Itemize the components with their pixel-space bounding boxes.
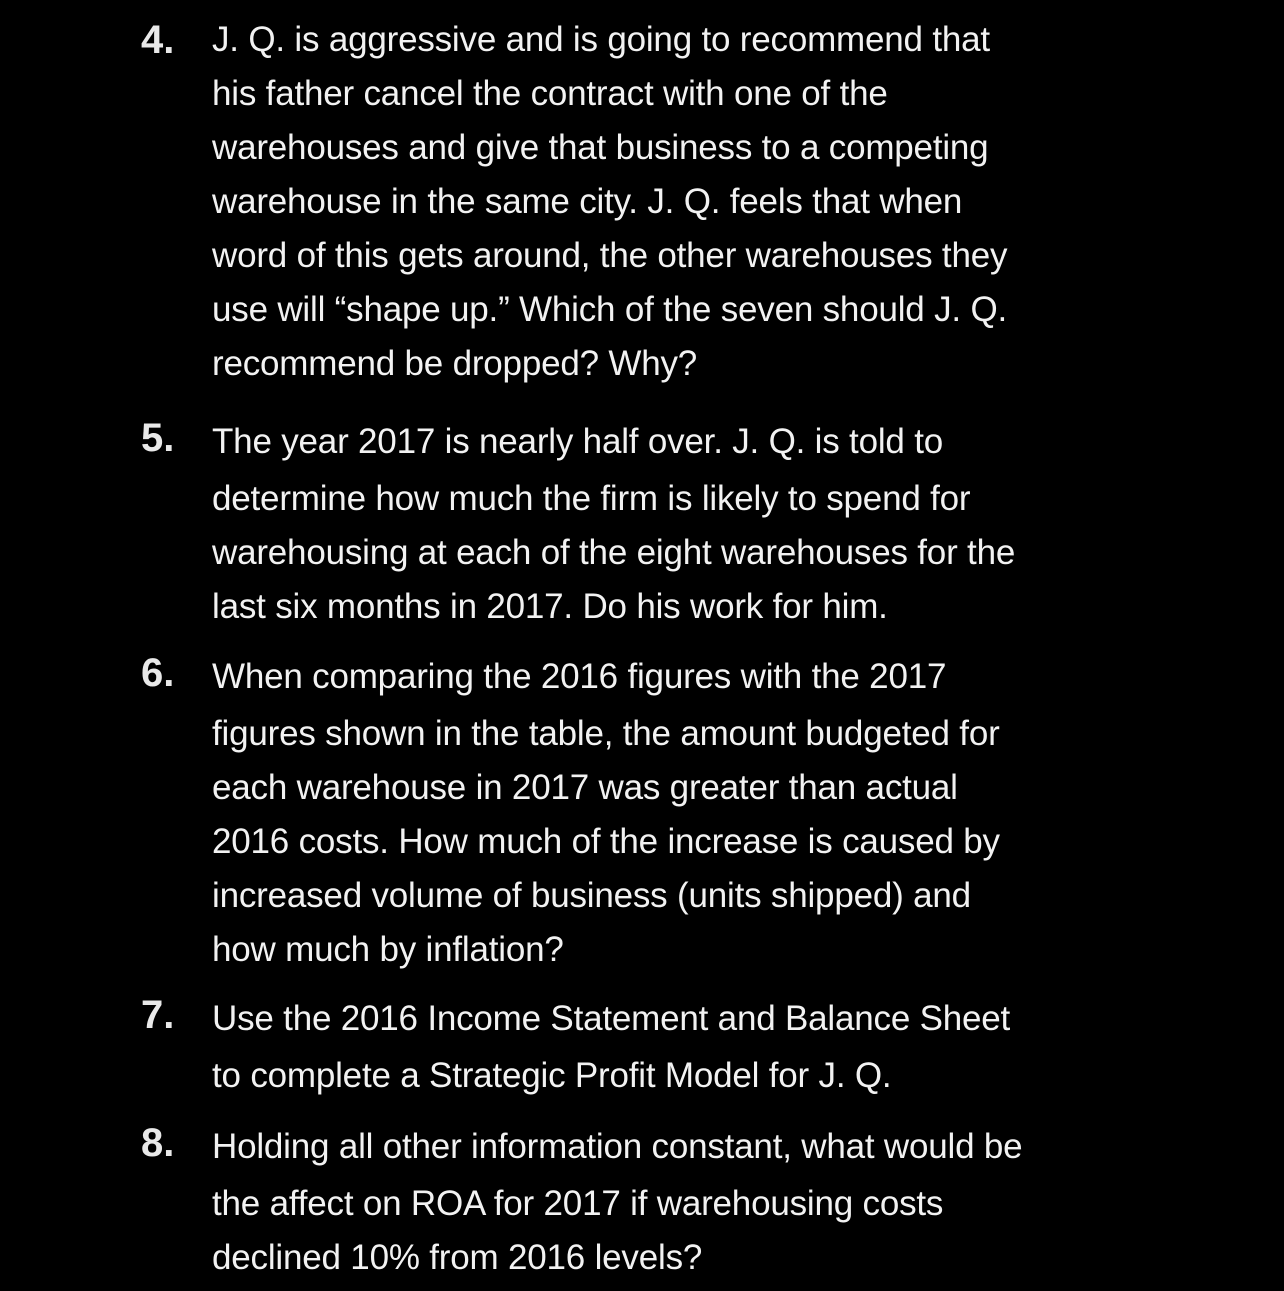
question-line: to complete a Strategic Profit Model for J. Q. [212,1056,892,1095]
question-line: J. Q. is aggressive and is going to recommend that [212,20,990,59]
question-line: declined 10% from 2016 levels? [212,1238,703,1277]
question-line: Holding all other information constant, what would be [212,1127,1023,1166]
question-line: The year 2017 is nearly half over. J. Q. is told to [212,422,944,461]
question-text [212,988,1222,1103]
question-line: warehouse in the same city. J. Q. feels that when [212,182,963,221]
question-number: 5. [141,416,175,460]
question-number: 4. [141,18,175,62]
question-text [212,646,1222,977]
question-line: warehouses and give that business to a competing [212,128,989,167]
question-line: determine how much the firm is likely to spend for [212,479,971,518]
question-line: warehousing at each of the eight warehouses for the [212,533,1016,572]
question-line: each warehouse in 2017 was greater than actual [212,768,958,807]
question-line: figures shown in the table, the amount budgeted for [212,714,1000,753]
question-line: Use the 2016 Income Statement and Balance Sheet [212,999,1011,1038]
question-line: word of this gets around, the other warehouses they [212,236,1008,275]
question-number: 7. [141,993,175,1037]
question-text [212,1116,1222,1285]
question-number: 8. [141,1121,175,1165]
question-line: recommend be dropped? Why? [212,344,698,383]
question-line: 2016 costs. How much of the increase is caused by [212,822,1000,861]
question-line: the affect on ROA for 2017 if warehousing costs [212,1184,944,1223]
question-line: his father cancel the contract with one of the [212,74,888,113]
question-text [212,13,1222,391]
question-line: When comparing the 2016 figures with the 2017 [212,657,947,696]
question-line: last six months in 2017. Do his work for him. [212,587,888,626]
question-line: how much by inflation? [212,930,564,969]
question-text [212,411,1222,634]
question-line: use will “shape up.” Which of the seven should J. Q. [212,290,1007,329]
question-number: 6. [141,651,175,695]
question-line: increased volume of business (units shipped) and [212,876,971,915]
